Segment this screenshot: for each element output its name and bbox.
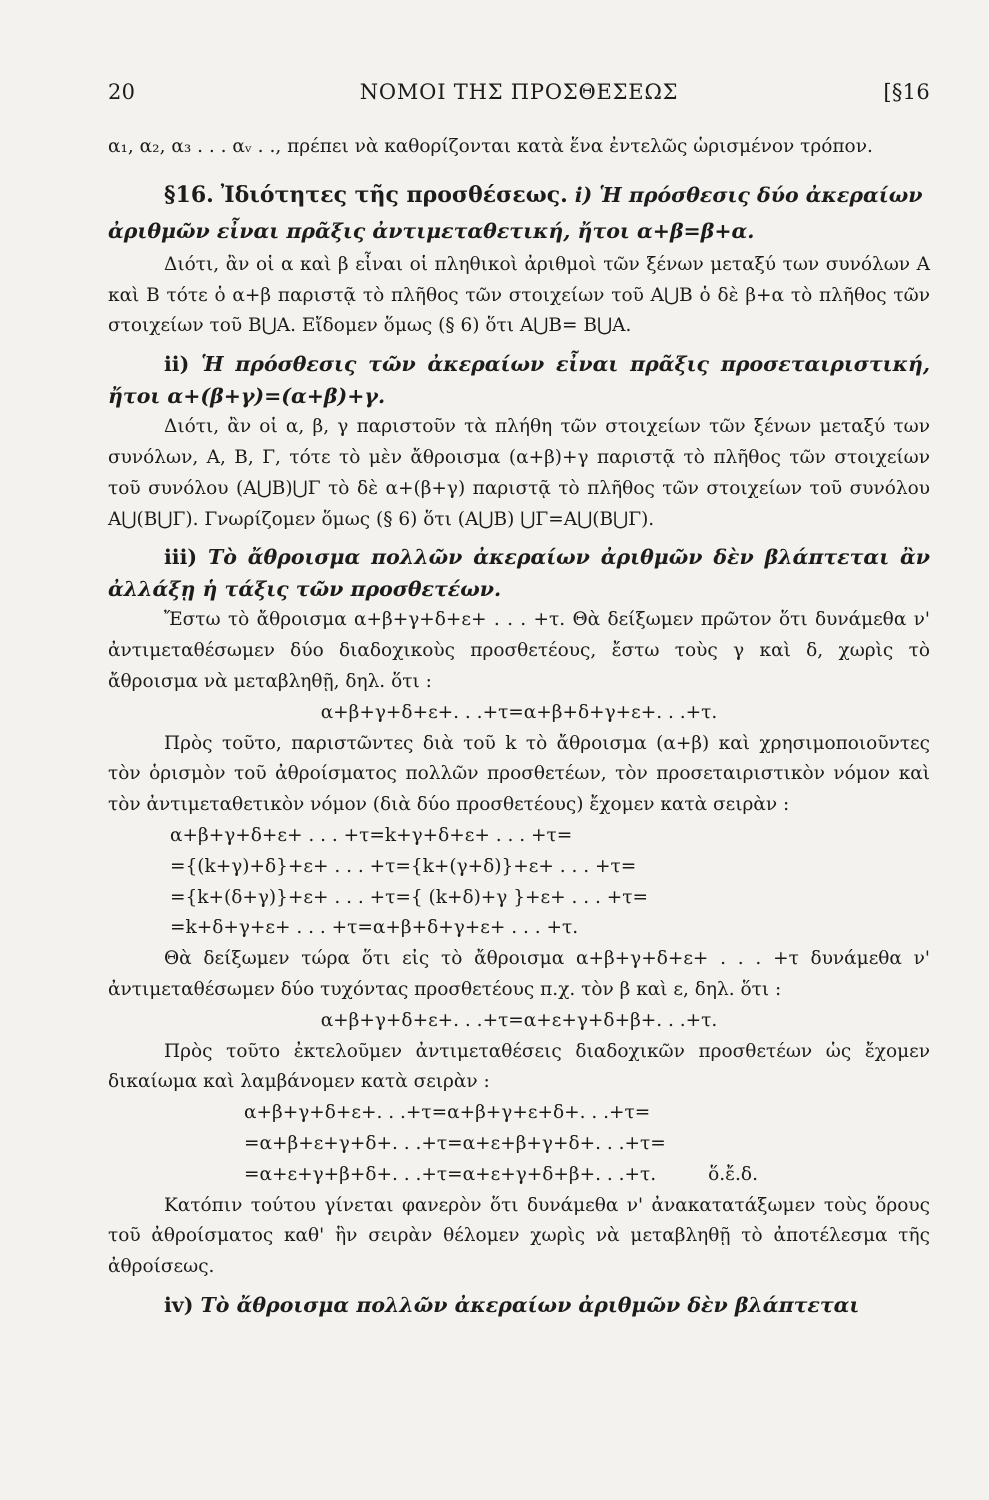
equation-chain-line: =k+δ+γ+ε+ . . . +τ=α+β+δ+γ+ε+ . . . +τ.	[170, 917, 579, 939]
property-i-proof: Διότι, ἂν οἱ α καὶ β εἶναι οἱ πληθικοὶ ἀριθμοὶ τῶν ξένων μεταξύ των συνόλων Α καὶ Β τότε ὁ α+β παριστᾷ τὸ πλῆθος τῶν στοιχείων τοῦ Α⋃Β ὁ δὲ β+α τὸ πλῆθος τῶν στοιχείων τοῦ Β⋃Α. Εἴδομεν ὅμως (§ 6) ὅτι Α⋃Β= Β⋃Α.	[108, 253, 930, 337]
property-iii-paragraph-3: Θὰ δείξωμεν τώρα ὅτι εἰς τὸ ἄθροισμα α+β+γ+δ+ε+ . . . +τ δυνάμεθα ν' ἀντιμεταθέσωμεν δύο τυχόντας προσθετέους π.χ. τὸν β καὶ ε, δηλ. ὅτι :	[108, 948, 930, 1000]
property-iii-paragraph-1: Ἔστω τὸ ἄθροισμα α+β+γ+δ+ε+ . . . +τ. Θὰ δείξωμεν πρῶτον ὅτι δυνάμεθα ν' ἀντιμεταθέσωμεν δύο διαδοχικοὺς προσθετέους, ἔστω τοὺς γ καὶ δ, χωρὶς τὸ ἄθροισμα νὰ μεταβληθῇ, δηλ. ὅτι :	[108, 609, 930, 692]
property-ii-statement: Ἡ πρόσθεσις τῶν ἀκεραίων εἶναι πρᾶξις προσεταιριστική, ἤτοι α+(β+γ)=(α+β)+γ.	[108, 352, 930, 409]
property-iv-heading	[108, 1289, 930, 1321]
equation-swap-chain-line	[108, 1160, 930, 1191]
section-title: Ἰδιότητες τῆς προσθέσεως.	[220, 181, 568, 208]
property-iii-paragraph-2: Πρὸς τοῦτο, παριστῶντες διὰ τοῦ k τὸ ἄθροισμα (α+β) καὶ χρησιμοποιοῦντες τὸν ὁρισμὸν τοῦ ἀθροίσματος πολλῶν προσθετέων, τὸν προσεταιριστικὸν νόμον καὶ τὸν ἀντιμεταθετικὸν νόμον (διὰ δύο προσθετέους) ἔχομεν κατὰ σειρὰν :	[108, 732, 930, 816]
property-i-statement: Ἡ πρόσθεσις δύο ἀκεραίων ἀριθμῶν εἶναι πρᾶξις ἀντιμεταθετική, ἤτοι α+β=β+α.	[108, 182, 923, 243]
equation-text: =α+ε+γ+β+δ+. . .+τ=α+ε+γ+δ+β+. . .+τ.	[244, 1163, 657, 1185]
property-iii-paragraph-4: Πρὸς τοῦτο ἐκτελοῦμεν ἀντιμεταθέσεις διαδοχικῶν προσθετέων ὡς ἔχομεν δικαίωμα καὶ λαμβάνομεν κατὰ σειρὰν :	[108, 1040, 930, 1093]
equation-chain-line: ={(k+γ)+δ}+ε+ . . . +τ={k+(γ+δ)}+ε+ . . . +τ=	[170, 855, 637, 877]
property-ii-proof: Διότι, ἂν οἱ α, β, γ παριστοῦν τὰ πλήθη τῶν στοιχείων τῶν ξένων μεταξύ των συνόλων, Α, Β, Γ, τότε τὸ μὲν ἄθροισμα (α+β)+γ παριστᾷ τὸ πλῆθος τῶν στοιχείων τοῦ συνόλου (Α⋃Β)⋃Γ τὸ δὲ α+(β+γ) παριστᾷ τὸ πλῆθος τῶν στοιχείων τοῦ συνόλου Α⋃(Β⋃Γ). Γνωρίζομεν ὅμως (§ 6) ὅτι (Α⋃Β) ⋃Γ=Α⋃(Β⋃Γ).	[108, 416, 930, 530]
property-iv-statement: Τὸ ἄθροισμα πολλῶν ἀκεραίων ἀριθμῶν δὲν βλάπτεται	[200, 1292, 860, 1317]
section-heading	[108, 177, 930, 250]
running-title: ΝΟΜΟΙ ΤΗΣ ΠΡΟΣΘΕΣΕΩΣ	[359, 80, 679, 104]
equation-chain-line: ={k+(δ+γ)}+ε+ . . . +τ={ (k+δ)+γ }+ε+ . . . +τ=	[170, 886, 649, 908]
property-i-label: i)	[574, 182, 593, 207]
section-number: §16.	[164, 181, 214, 208]
equation-swap-adjacent: α+β+γ+δ+ε+. . .+τ=α+β+δ+γ+ε+. . .+τ.	[320, 701, 718, 723]
equation-swap-chain-line: =α+β+ε+γ+δ+. . .+τ=α+ε+β+γ+δ+. . .+τ=	[244, 1132, 666, 1154]
property-iii-statement: Τὸ ἄθροισμα πολλῶν ἀκεραίων ἀριθμῶν δὲν βλάπτεται ἂν ἀλλάξῃ ἡ τάξις τῶν προσθετέων.	[108, 545, 930, 602]
running-header	[108, 80, 930, 114]
property-ii-label: ii)	[164, 352, 190, 377]
qed-mark: ὅ.ἔ.δ.	[708, 1163, 758, 1185]
intro-paragraph: α₁, α₂, α₃ . . . αᵥ . ., πρέπει νὰ καθορίζονται κατὰ ἕνα ἐντελῶς ὡρισμένον τρόπον.	[108, 136, 873, 157]
page-body	[108, 132, 930, 1321]
section-reference: [§16	[883, 80, 930, 104]
property-ii-heading	[108, 348, 930, 412]
equation-swap-chain-line: α+β+γ+δ+ε+. . .+τ=α+β+γ+ε+δ+. . .+τ=	[244, 1102, 651, 1124]
property-iii-paragraph-5: Κατόπιν τούτου γίνεται φανερὸν ὅτι δυνάμεθα ν' ἀνακατατάξωμεν τοὺς ὅρους τοῦ ἀθροίσματος καθ' ἣν σειρὰν θέλομεν χωρὶς νὰ μεταβληθῇ τὸ ἀποτέλεσμα τῆς ἀθροίσεως.	[108, 1194, 930, 1278]
property-iv-label: iv)	[164, 1292, 194, 1317]
equation-chain-line: α+β+γ+δ+ε+ . . . +τ=k+γ+δ+ε+ . . . +τ=	[170, 824, 573, 846]
property-iii-label: iii)	[164, 545, 198, 570]
equation-swap-arbitrary: α+β+γ+δ+ε+. . .+τ=α+ε+γ+δ+β+. . .+τ.	[320, 1009, 718, 1031]
property-iii-heading	[108, 541, 930, 605]
page-number: 20	[108, 80, 136, 104]
